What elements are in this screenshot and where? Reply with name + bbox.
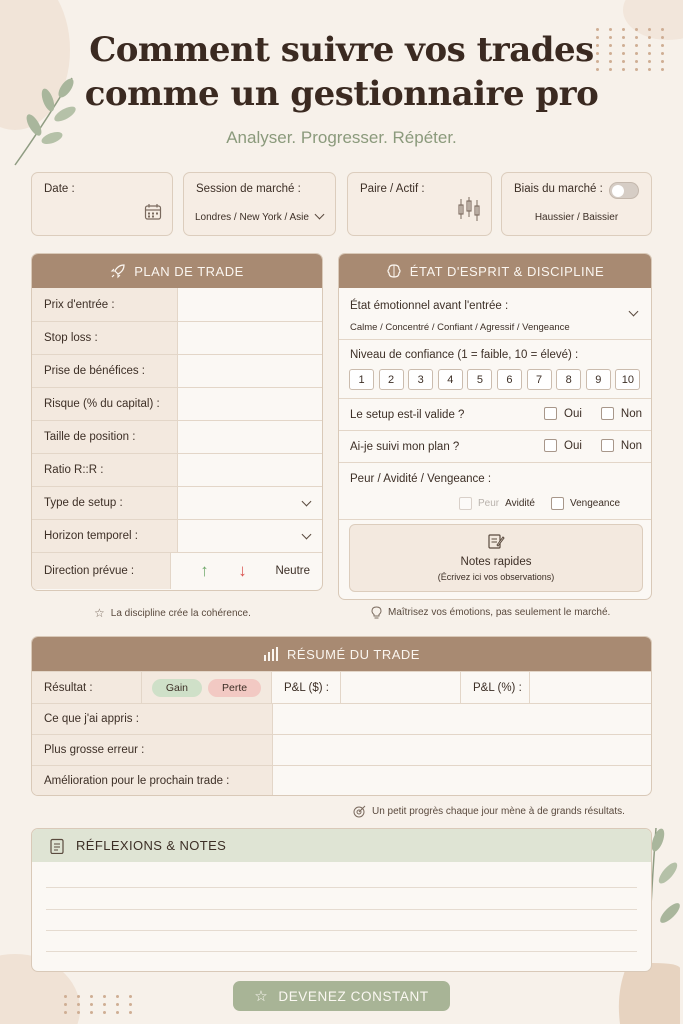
calendar-icon bbox=[144, 203, 162, 221]
chevron-down-icon bbox=[315, 210, 325, 220]
confidence-scale: Niveau de confiance (1 = faible, 10 = élevé) : 1 2 3 4 5 6 7 8 9 10 bbox=[339, 340, 651, 399]
gain-pill[interactable]: Gain bbox=[152, 679, 202, 697]
neutral-option[interactable]: Neutre bbox=[275, 565, 310, 577]
date-field[interactable]: Date : bbox=[31, 172, 173, 236]
confidence-2-button[interactable]: 2 bbox=[379, 369, 404, 390]
arrow-down-icon[interactable]: ↓ bbox=[238, 561, 247, 580]
vengeance-checkbox[interactable] bbox=[551, 497, 564, 510]
summary-footnote: Un petit progrès chaque jour mène à de grands résultats. bbox=[353, 805, 625, 818]
trade-plan-input[interactable] bbox=[178, 421, 322, 453]
trade-plan-row bbox=[32, 288, 322, 321]
page-title: Comment suivre vos trades comme un gestionnaire pro bbox=[84, 30, 599, 114]
bias-field[interactable]: Biais du marché : Haussier / Baissier bbox=[501, 172, 652, 236]
brain-icon bbox=[386, 263, 402, 279]
pnl-usd-input[interactable] bbox=[341, 672, 461, 703]
trade-plan-row bbox=[32, 486, 322, 519]
page-subtitle: Analyser. Progresser. Répéter. bbox=[226, 128, 457, 147]
arrow-up-icon[interactable]: ↑ bbox=[200, 561, 209, 580]
become-consistent-button[interactable]: ☆ DEVENEZ CONSTANT bbox=[233, 981, 450, 1011]
trade-plan-label: Type de setup : bbox=[32, 487, 178, 519]
confidence-9-button[interactable]: 9 bbox=[586, 369, 611, 390]
result-row: Résultat : Gain Perte P&L ($) : P&L (%) : bbox=[32, 671, 651, 703]
target-icon bbox=[353, 805, 366, 818]
trade-plan-input[interactable] bbox=[178, 454, 322, 486]
trade-plan-label: Prise de bénéfices : bbox=[32, 355, 178, 387]
decor-dots bbox=[64, 995, 137, 1014]
confidence-7-button[interactable]: 7 bbox=[527, 369, 552, 390]
fear-greed-row: Peur / Avidité / Vengeance : Peur Avidité Vengeance bbox=[339, 463, 651, 520]
candlestick-icon bbox=[457, 195, 481, 223]
emotional-state-select[interactable]: État émotionnel avant l'entrée : Calme / Concentré / Confiant / Agressif / Vengeance bbox=[339, 288, 651, 340]
rocket-icon bbox=[110, 263, 126, 279]
trade-plan-label: Stop loss : bbox=[32, 322, 178, 354]
trade-plan-label: Direction prévue : bbox=[32, 553, 171, 589]
learned-input[interactable] bbox=[273, 704, 651, 734]
notebook-icon bbox=[50, 838, 64, 854]
trade-plan-input[interactable] bbox=[178, 520, 322, 552]
trade-plan-input[interactable] bbox=[178, 355, 322, 387]
mistake-row: Plus grosse erreur : bbox=[32, 734, 651, 765]
plan-followed-no-checkbox[interactable] bbox=[601, 439, 614, 452]
pnl-pct-input[interactable] bbox=[530, 672, 651, 703]
fear-checkbox[interactable] bbox=[459, 497, 472, 510]
trade-plan-row bbox=[32, 420, 322, 453]
star-icon: ☆ bbox=[94, 606, 105, 620]
confidence-10-button[interactable]: 10 bbox=[615, 369, 640, 390]
confidence-1-button[interactable]: 1 bbox=[349, 369, 374, 390]
mistake-input[interactable] bbox=[273, 735, 651, 765]
mindset-panel bbox=[338, 253, 652, 600]
trade-plan-row bbox=[32, 387, 322, 420]
session-select[interactable]: Session de marché : Londres / New York / Asie bbox=[183, 172, 336, 236]
trade-plan-label: Taille de position : bbox=[32, 421, 178, 453]
trade-plan-input[interactable] bbox=[178, 288, 322, 321]
improvement-input[interactable] bbox=[273, 766, 651, 796]
improvement-row: Amélioration pour le prochain trade : bbox=[32, 765, 651, 796]
reflections-header: RÉFLEXIONS & NOTES bbox=[32, 829, 651, 862]
trade-plan-row bbox=[32, 519, 322, 552]
trade-plan-row bbox=[32, 453, 322, 486]
chevron-down-icon bbox=[302, 497, 312, 507]
bar-chart-icon bbox=[263, 647, 279, 661]
trade-summary-panel bbox=[31, 636, 652, 796]
star-icon: ☆ bbox=[254, 988, 269, 1005]
bias-toggle[interactable] bbox=[609, 182, 639, 199]
trade-plan-row bbox=[32, 354, 322, 387]
trade-plan-input[interactable] bbox=[178, 322, 322, 354]
trade-plan-label: Risque (% du capital) : bbox=[32, 388, 178, 420]
confidence-3-button[interactable]: 3 bbox=[408, 369, 433, 390]
notepad-pen-icon bbox=[487, 532, 505, 550]
trade-plan-row bbox=[32, 552, 322, 589]
trade-plan-label: Prix d'entrée : bbox=[32, 288, 178, 321]
loss-pill[interactable]: Perte bbox=[208, 679, 261, 697]
setup-valid-yes-checkbox[interactable] bbox=[544, 407, 557, 420]
trade-plan-input[interactable] bbox=[178, 487, 322, 519]
confidence-5-button[interactable]: 5 bbox=[467, 369, 492, 390]
confidence-8-button[interactable]: 8 bbox=[556, 369, 581, 390]
setup-valid-no-checkbox[interactable] bbox=[601, 407, 614, 420]
chevron-down-icon bbox=[629, 307, 639, 317]
trade-plan-input[interactable] bbox=[171, 553, 322, 589]
setup-valid-row: Le setup est-il valide ? Oui Non bbox=[339, 399, 651, 431]
mindset-header: ÉTAT D'ESPRIT & DISCIPLINE bbox=[339, 254, 651, 288]
confidence-6-button[interactable]: 6 bbox=[497, 369, 522, 390]
trade-plan-input[interactable] bbox=[178, 388, 322, 420]
trade-plan-footnote: ☆ La discipline crée la cohérence. bbox=[94, 606, 251, 620]
plan-followed-yes-checkbox[interactable] bbox=[544, 439, 557, 452]
trade-summary-header: RÉSUMÉ DU TRADE bbox=[32, 637, 651, 671]
trade-plan-header: PLAN DE TRADE bbox=[32, 254, 322, 288]
pair-field[interactable]: Paire / Actif : bbox=[347, 172, 492, 236]
confidence-4-button[interactable]: 4 bbox=[438, 369, 463, 390]
plan-followed-row: Ai-je suivi mon plan ? Oui Non bbox=[339, 431, 651, 463]
quick-notes-box[interactable]: Notes rapides (Écrivez ici vos observations) bbox=[349, 524, 643, 592]
reflections-panel bbox=[31, 828, 652, 972]
lightbulb-icon bbox=[371, 606, 382, 619]
trade-plan-panel bbox=[31, 253, 323, 591]
trade-plan-label: Ratio R::R : bbox=[32, 454, 178, 486]
learned-row: Ce que j'ai appris : bbox=[32, 703, 651, 734]
trade-plan-label: Horizon temporel : bbox=[32, 520, 178, 552]
mindset-footnote: Maîtrisez vos émotions, pas seulement le marché. bbox=[371, 606, 610, 619]
trade-plan-row bbox=[32, 321, 322, 354]
chevron-down-icon bbox=[302, 530, 312, 540]
